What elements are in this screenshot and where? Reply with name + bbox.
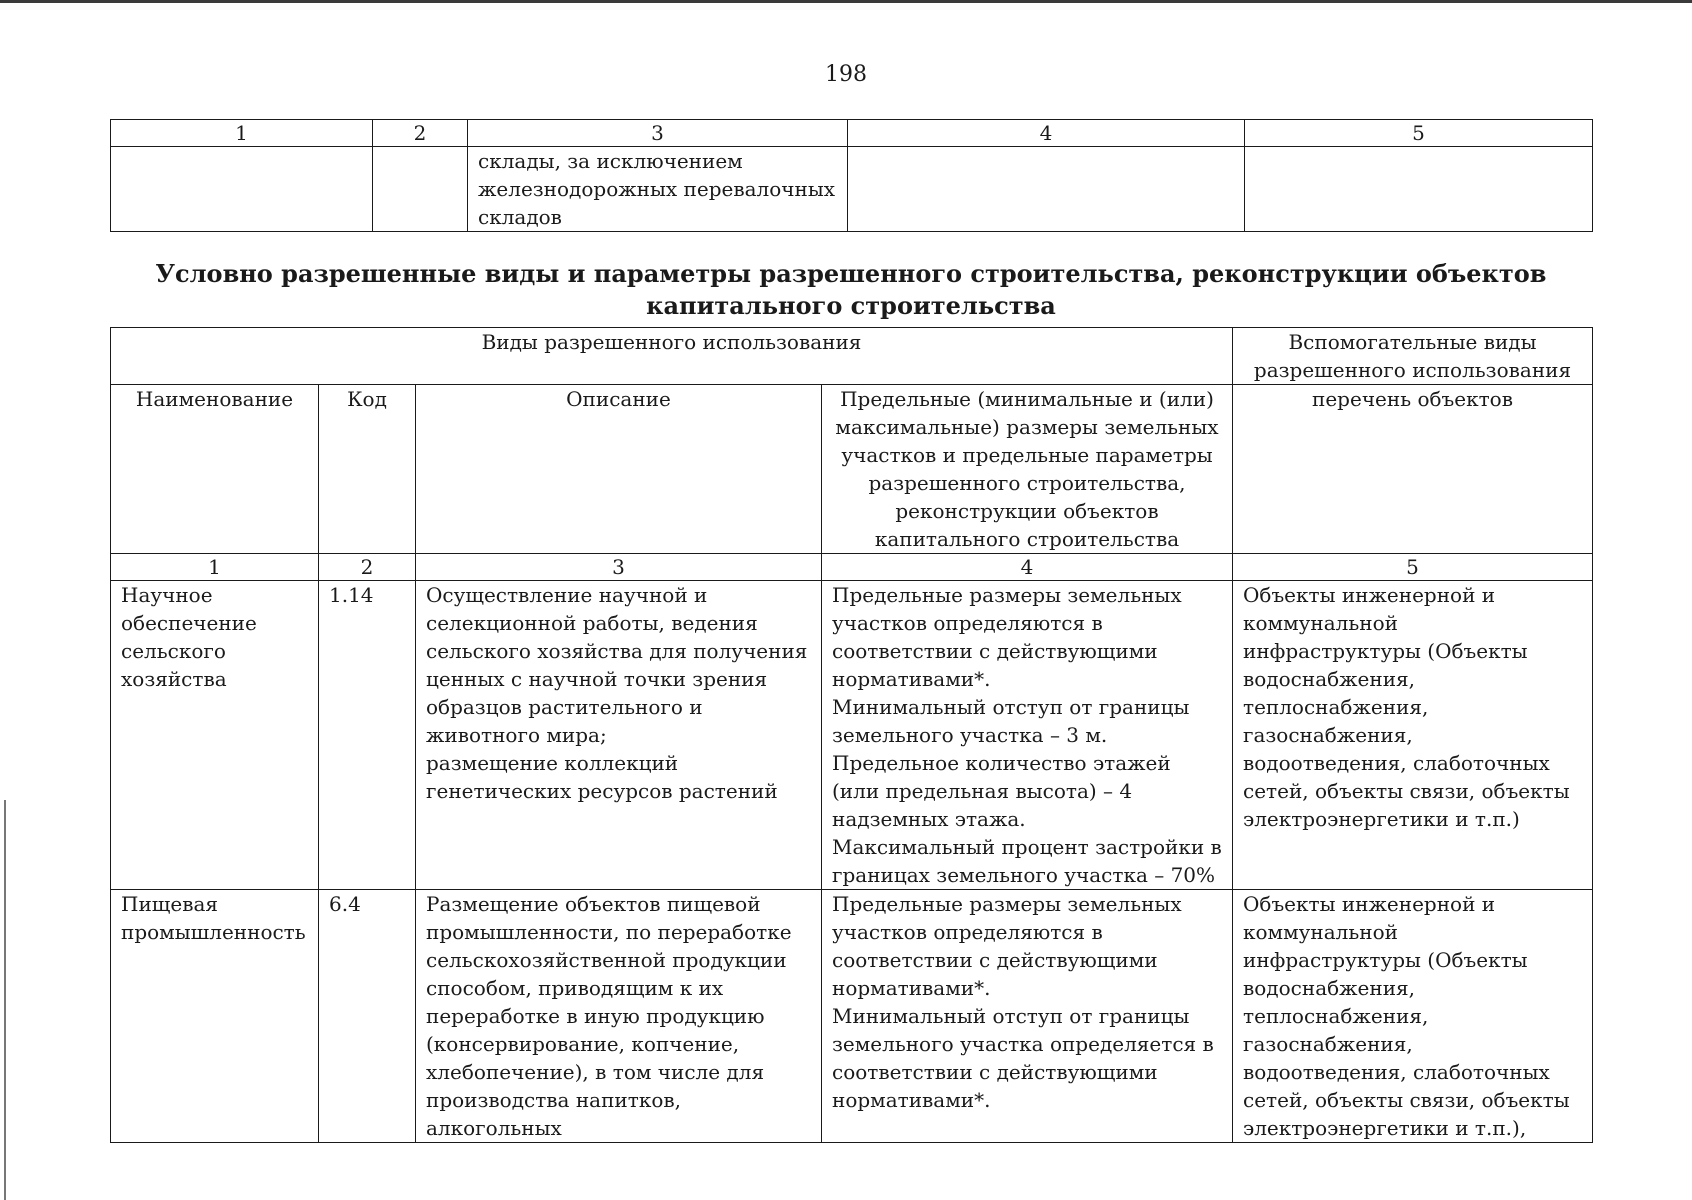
permitted-uses-table <box>110 327 1593 1143</box>
use-parameters: Предельные размеры земельных участков определяются в соответствии с действующими нормативами*. Минимальный отступ от границы земельного участка определяется в соответствии с действующими нормативами*. <box>822 890 1233 1143</box>
column-number: 2 <box>373 120 468 147</box>
table-row <box>111 147 1593 232</box>
table-row <box>111 581 1593 890</box>
group-header-auxiliary-uses: Вспомогательные виды разрешенного использования <box>1233 328 1593 385</box>
column-number: 3 <box>468 120 848 147</box>
column-header-code: Код <box>319 385 416 554</box>
column-number: 2 <box>319 554 416 581</box>
table-row <box>111 890 1593 1143</box>
column-number: 3 <box>416 554 822 581</box>
table-cell <box>848 147 1245 232</box>
column-header-name: Наименование <box>111 385 319 554</box>
column-number: 4 <box>848 120 1245 147</box>
column-number: 1 <box>111 554 319 581</box>
use-code: 1.14 <box>319 581 416 890</box>
column-header-row <box>111 385 1593 554</box>
column-number: 5 <box>1245 120 1593 147</box>
auxiliary-objects: Объекты инженерной и коммунальной инфраструктуры (Объекты водоснабжения, теплоснабжения, газоснабжения, водоотведения, слаботочных сетей, объекты связи, объекты электроэнергетики и т.п.), <box>1233 890 1593 1143</box>
page-number: 198 <box>825 62 867 87</box>
group-header-permitted-uses: Виды разрешенного использования <box>111 328 1233 385</box>
use-name: Пищевая промышленность <box>111 890 319 1143</box>
table-cell <box>111 147 373 232</box>
use-parameters: Предельные размеры земельных участков определяются в соответствии с действующими нормативами*. Минимальный отступ от границы земельного участка – 3 м. Предельное количество этажей (или предельная высота) – 4 надземных этажа. Максимальный процент застройки в границах земельного участка – 70% <box>822 581 1233 890</box>
column-header-parameters: Предельные (минимальные и (или) максимальные) размеры земельных участков и предельные параметры разрешенного строительства, реконструкции объектов капитального строительства <box>822 385 1233 554</box>
column-number: 4 <box>822 554 1233 581</box>
auxiliary-objects: Объекты инженерной и коммунальной инфраструктуры (Объекты водоснабжения, теплоснабжения, газоснабжения, водоотведения, слаботочных сетей, объекты связи, объекты электроэнергетики и т.п.) <box>1233 581 1593 890</box>
use-name: Научное обеспечение сельского хозяйства <box>111 581 319 890</box>
column-header-objects-list: перечень объектов <box>1233 385 1593 554</box>
section-title: Условно разрешенные виды и параметры разрешенного строительства, реконструкции объектов капитального строительства <box>155 259 1547 320</box>
scan-edge-left <box>4 800 6 1200</box>
use-description: Осуществление научной и селекционной работы, ведения сельского хозяйства для получения ценных с научной точки зрения образцов растительного и животного мира; размещение коллекций генетических ресурсов растений <box>416 581 822 890</box>
use-code: 6.4 <box>319 890 416 1143</box>
scan-edge-top <box>0 0 1692 3</box>
table-header-row <box>111 120 1593 147</box>
column-header-description: Описание <box>416 385 822 554</box>
group-header-row <box>111 328 1593 385</box>
column-number-row <box>111 554 1593 581</box>
column-number: 5 <box>1233 554 1593 581</box>
column-number: 1 <box>111 120 373 147</box>
table-cell <box>373 147 468 232</box>
continuation-table <box>110 119 1593 232</box>
use-description: Размещение объектов пищевой промышленности, по переработке сельскохозяйственной продукции способом, приводящим к их переработке в иную продукцию (консервирование, копчение, хлебопечение), в том числе для производства напитков, алкогольных <box>416 890 822 1143</box>
table-cell <box>1245 147 1593 232</box>
table-cell: склады, за исключением железнодорожных перевалочных складов <box>468 147 848 232</box>
